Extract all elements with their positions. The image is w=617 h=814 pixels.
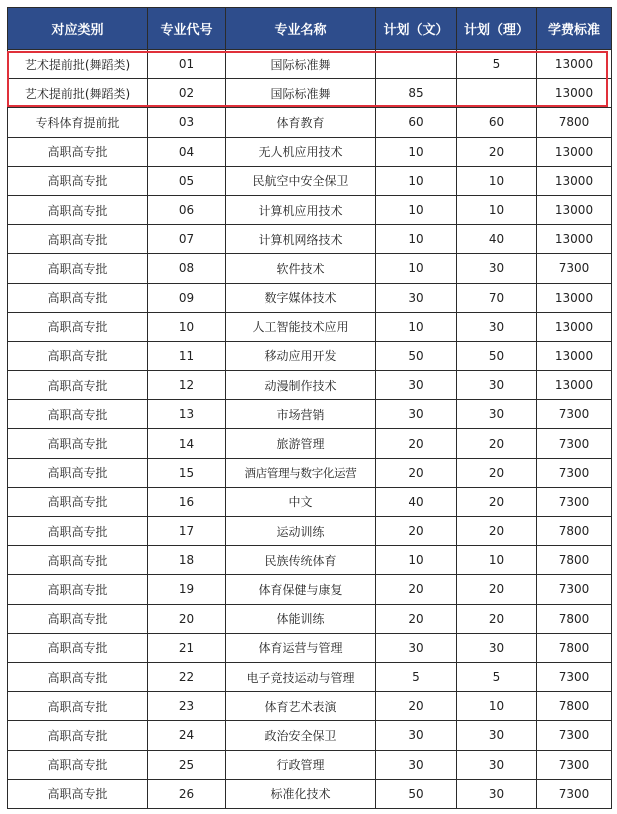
cell-plan-science: 30	[457, 400, 537, 429]
cell-category: 高职高专批	[8, 604, 148, 633]
cell-category: 高职高专批	[8, 692, 148, 721]
cell-category: 高职高专批	[8, 166, 148, 195]
cell-plan-arts: 10	[376, 546, 457, 575]
header-tuition: 学费标准	[537, 8, 612, 50]
cell-plan-arts: 30	[376, 371, 457, 400]
cell-major-code: 16	[148, 487, 226, 516]
cell-tuition: 7300	[537, 575, 612, 604]
cell-plan-arts: 50	[376, 341, 457, 370]
cell-category: 高职高专批	[8, 575, 148, 604]
cell-category: 高职高专批	[8, 400, 148, 429]
cell-tuition: 7300	[537, 662, 612, 691]
cell-major-name: 人工智能技术应用	[226, 312, 376, 341]
cell-plan-science: 10	[457, 692, 537, 721]
cell-major-name: 旅游管理	[226, 429, 376, 458]
cell-plan-arts: 20	[376, 575, 457, 604]
cell-tuition: 7300	[537, 750, 612, 779]
cell-plan-arts: 10	[376, 195, 457, 224]
cell-plan-arts: 10	[376, 137, 457, 166]
cell-plan-arts	[376, 50, 457, 79]
cell-major-code: 24	[148, 721, 226, 750]
cell-tuition: 7300	[537, 487, 612, 516]
table-row	[8, 195, 612, 224]
cell-plan-arts: 20	[376, 604, 457, 633]
cell-major-code: 06	[148, 195, 226, 224]
table-row	[8, 371, 612, 400]
cell-category: 高职高专批	[8, 225, 148, 254]
cell-category: 高职高专批	[8, 721, 148, 750]
cell-major-code: 20	[148, 604, 226, 633]
cell-plan-arts: 30	[376, 721, 457, 750]
cell-major-code: 21	[148, 633, 226, 662]
cell-tuition: 7300	[537, 779, 612, 808]
table-row	[8, 50, 612, 79]
table-row	[8, 312, 612, 341]
cell-plan-arts: 40	[376, 487, 457, 516]
cell-tuition: 13000	[537, 79, 612, 108]
cell-major-name: 体育艺术表演	[226, 692, 376, 721]
header-plan-science: 计划（理）	[457, 8, 537, 50]
cell-plan-science: 60	[457, 108, 537, 137]
cell-category: 高职高专批	[8, 312, 148, 341]
cell-major-name: 国际标准舞	[226, 50, 376, 79]
table-row	[8, 166, 612, 195]
cell-plan-arts: 10	[376, 166, 457, 195]
cell-tuition: 7800	[537, 604, 612, 633]
cell-plan-science: 30	[457, 750, 537, 779]
table-row	[8, 108, 612, 137]
table-row	[8, 79, 612, 108]
table-row	[8, 662, 612, 691]
cell-major-code: 02	[148, 79, 226, 108]
cell-major-name: 数字媒体技术	[226, 283, 376, 312]
cell-plan-science: 5	[457, 662, 537, 691]
cell-plan-arts: 50	[376, 779, 457, 808]
cell-tuition: 13000	[537, 283, 612, 312]
cell-category: 高职高专批	[8, 487, 148, 516]
cell-plan-arts: 60	[376, 108, 457, 137]
cell-plan-science: 20	[457, 458, 537, 487]
cell-category: 高职高专批	[8, 371, 148, 400]
cell-plan-science: 30	[457, 633, 537, 662]
cell-major-code: 18	[148, 546, 226, 575]
cell-category: 高职高专批	[8, 458, 148, 487]
table-row	[8, 458, 612, 487]
cell-category: 高职高专批	[8, 779, 148, 808]
cell-category: 高职高专批	[8, 662, 148, 691]
cell-major-code: 15	[148, 458, 226, 487]
cell-major-code: 17	[148, 517, 226, 546]
table-row	[8, 546, 612, 575]
cell-category: 高职高专批	[8, 137, 148, 166]
cell-plan-arts: 30	[376, 750, 457, 779]
cell-category: 高职高专批	[8, 254, 148, 283]
cell-major-code: 14	[148, 429, 226, 458]
cell-major-code: 10	[148, 312, 226, 341]
cell-plan-science: 10	[457, 546, 537, 575]
table-row	[8, 254, 612, 283]
cell-plan-science: 20	[457, 575, 537, 604]
table-row	[8, 225, 612, 254]
cell-plan-arts: 20	[376, 429, 457, 458]
cell-plan-arts: 10	[376, 254, 457, 283]
table-row	[8, 429, 612, 458]
cell-tuition: 7800	[537, 517, 612, 546]
cell-plan-arts: 20	[376, 692, 457, 721]
cell-major-name: 计算机网络技术	[226, 225, 376, 254]
cell-tuition: 7800	[537, 108, 612, 137]
cell-major-code: 26	[148, 779, 226, 808]
cell-major-name: 动漫制作技术	[226, 371, 376, 400]
cell-category: 高职高专批	[8, 429, 148, 458]
cell-major-code: 22	[148, 662, 226, 691]
table-row	[8, 721, 612, 750]
cell-tuition: 7300	[537, 254, 612, 283]
table-row	[8, 692, 612, 721]
cell-plan-science: 70	[457, 283, 537, 312]
header-plan-arts: 计划（文）	[376, 8, 457, 50]
cell-plan-science: 20	[457, 604, 537, 633]
cell-major-code: 19	[148, 575, 226, 604]
table-row	[8, 341, 612, 370]
cell-major-code: 12	[148, 371, 226, 400]
cell-plan-arts: 20	[376, 517, 457, 546]
cell-plan-arts: 30	[376, 283, 457, 312]
cell-category: 高职高专批	[8, 546, 148, 575]
enrollment-plan-table	[7, 7, 612, 809]
cell-tuition: 13000	[537, 371, 612, 400]
cell-plan-arts: 85	[376, 79, 457, 108]
cell-major-name: 体育运营与管理	[226, 633, 376, 662]
cell-major-code: 13	[148, 400, 226, 429]
cell-major-name: 软件技术	[226, 254, 376, 283]
cell-category: 高职高专批	[8, 517, 148, 546]
cell-major-code: 05	[148, 166, 226, 195]
cell-tuition: 7300	[537, 721, 612, 750]
cell-plan-science: 20	[457, 487, 537, 516]
header-major-code: 专业代号	[148, 8, 226, 50]
cell-major-name: 政治安全保卫	[226, 721, 376, 750]
cell-tuition: 7800	[537, 633, 612, 662]
cell-major-code: 23	[148, 692, 226, 721]
cell-plan-science: 40	[457, 225, 537, 254]
cell-major-name: 计算机应用技术	[226, 195, 376, 224]
cell-major-code: 25	[148, 750, 226, 779]
table-row	[8, 517, 612, 546]
table-body	[8, 50, 612, 809]
cell-plan-arts: 30	[376, 633, 457, 662]
cell-tuition: 7300	[537, 400, 612, 429]
cell-plan-arts: 10	[376, 225, 457, 254]
cell-category: 艺术提前批(舞蹈类)	[8, 50, 148, 79]
cell-major-code: 09	[148, 283, 226, 312]
cell-plan-arts: 30	[376, 400, 457, 429]
table-row	[8, 137, 612, 166]
cell-major-name: 民航空中安全保卫	[226, 166, 376, 195]
cell-tuition: 13000	[537, 166, 612, 195]
cell-major-code: 07	[148, 225, 226, 254]
cell-major-code: 03	[148, 108, 226, 137]
cell-tuition: 13000	[537, 195, 612, 224]
cell-plan-science	[457, 79, 537, 108]
cell-major-name: 标准化技术	[226, 779, 376, 808]
cell-plan-science: 30	[457, 254, 537, 283]
table-row	[8, 487, 612, 516]
table-row	[8, 779, 612, 808]
cell-tuition: 7800	[537, 546, 612, 575]
cell-major-name: 运动训练	[226, 517, 376, 546]
cell-major-name: 无人机应用技术	[226, 137, 376, 166]
cell-major-name: 市场营销	[226, 400, 376, 429]
table-row	[8, 283, 612, 312]
cell-major-name: 行政管理	[226, 750, 376, 779]
cell-tuition: 13000	[537, 225, 612, 254]
table-row	[8, 604, 612, 633]
cell-plan-science: 20	[457, 137, 537, 166]
table-header-row	[8, 8, 612, 50]
cell-tuition: 7300	[537, 458, 612, 487]
cell-category: 高职高专批	[8, 633, 148, 662]
cell-plan-science: 10	[457, 166, 537, 195]
cell-major-code: 04	[148, 137, 226, 166]
cell-category: 高职高专批	[8, 750, 148, 779]
cell-major-code: 08	[148, 254, 226, 283]
table-row	[8, 633, 612, 662]
cell-major-name: 体育保健与康复	[226, 575, 376, 604]
header-category: 对应类别	[8, 8, 148, 50]
cell-plan-science: 30	[457, 779, 537, 808]
cell-major-code: 01	[148, 50, 226, 79]
cell-category: 高职高专批	[8, 195, 148, 224]
cell-category: 艺术提前批(舞蹈类)	[8, 79, 148, 108]
cell-major-name: 国际标准舞	[226, 79, 376, 108]
cell-plan-science: 10	[457, 195, 537, 224]
table-row	[8, 400, 612, 429]
cell-plan-arts: 20	[376, 458, 457, 487]
cell-major-name: 移动应用开发	[226, 341, 376, 370]
cell-plan-science: 30	[457, 721, 537, 750]
cell-plan-science: 5	[457, 50, 537, 79]
cell-tuition: 7300	[537, 429, 612, 458]
table-row	[8, 750, 612, 779]
cell-plan-science: 50	[457, 341, 537, 370]
cell-plan-science: 20	[457, 429, 537, 458]
cell-plan-science: 30	[457, 312, 537, 341]
cell-category: 高职高专批	[8, 341, 148, 370]
cell-tuition: 13000	[537, 312, 612, 341]
cell-tuition: 13000	[537, 137, 612, 166]
cell-tuition: 13000	[537, 341, 612, 370]
cell-plan-arts: 5	[376, 662, 457, 691]
cell-major-name: 酒店管理与数字化运营	[226, 458, 376, 487]
cell-major-name: 民族传统体育	[226, 546, 376, 575]
header-major-name: 专业名称	[226, 8, 376, 50]
cell-plan-science: 20	[457, 517, 537, 546]
cell-category: 高职高专批	[8, 283, 148, 312]
cell-major-name: 电子竞技运动与管理	[226, 662, 376, 691]
cell-major-name: 体育教育	[226, 108, 376, 137]
cell-major-name: 体能训练	[226, 604, 376, 633]
cell-plan-science: 30	[457, 371, 537, 400]
cell-major-code: 11	[148, 341, 226, 370]
cell-major-name: 中文	[226, 487, 376, 516]
cell-tuition: 13000	[537, 50, 612, 79]
cell-plan-arts: 10	[376, 312, 457, 341]
cell-tuition: 7800	[537, 692, 612, 721]
table-row	[8, 575, 612, 604]
cell-category: 专科体育提前批	[8, 108, 148, 137]
